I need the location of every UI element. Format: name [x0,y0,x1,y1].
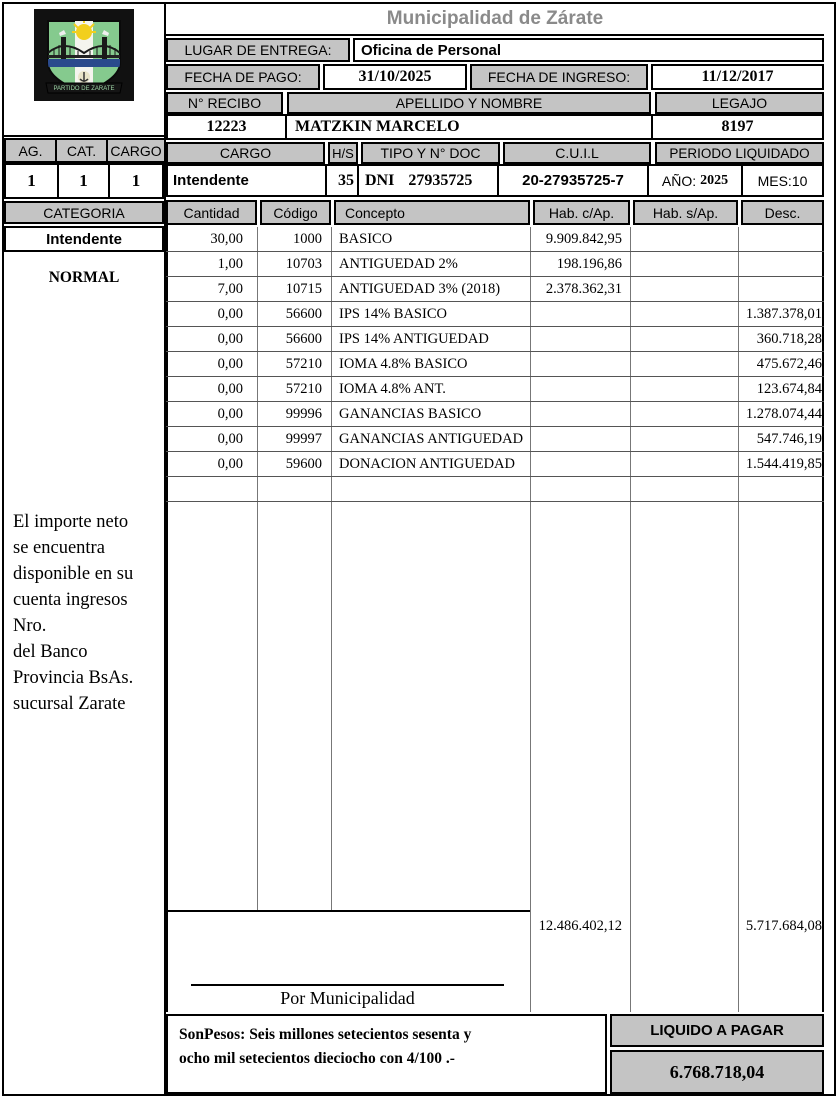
concept-row [166,227,824,252]
signature-line [191,984,504,986]
totals-row [166,918,824,940]
concept-cell: ANTIGUEDAD 3% (2018) [339,280,501,297]
taxable-cell: 9.909.842,95 [545,230,622,247]
concept-row [166,277,824,302]
code-header: Código [260,200,331,225]
entry-date-value: 11/12/2017 [651,64,824,90]
concept-row [166,477,824,502]
deduction-cell: 1.278.074,44 [745,405,822,422]
quantity-cell: 0,00 [217,405,243,422]
deductions-header: Desc. [741,200,824,225]
receipt-header-row [166,92,824,114]
code-cell: 59600 [285,455,322,472]
delivery-label: LUGAR DE ENTREGA: [166,38,350,62]
amount-words-line1: SonPesos: Seis millones setecientos sesenta y [179,1026,472,1043]
quantity-cell: 1,00 [217,255,243,272]
concept-row [166,352,824,377]
zarate-coat-of-arms-icon [34,9,134,101]
receipt-number-header: N° RECIBO [166,92,283,114]
deduction-cell: 360.718,28 [756,330,822,347]
quantity-cell: 0,00 [217,355,243,372]
liquidation-type: NORMAL [48,269,120,286]
pay-date-label: FECHA DE PAGO: [166,64,320,90]
position-header: CARGO [166,142,325,164]
concept-row [166,377,824,402]
code-cell: 10715 [285,280,322,297]
quantity-cell: 0,00 [217,455,243,472]
ag-cat-cargo-header-row [4,138,166,163]
concept-row [166,302,824,327]
hours-header: H/S [328,142,358,164]
categoria-detail-box [4,254,164,1098]
note-line: se encuentra [13,538,105,558]
position-values-row [166,164,824,197]
concept-cell: BASICO [339,230,393,247]
deduction-cell: 475.672,46 [756,355,822,372]
note-line: del Banco [13,642,88,662]
code-cell: 57210 [285,355,322,372]
concept-cell: IOMA 4.8% ANT. [339,380,446,397]
position-value: Intendente [173,172,249,189]
cargo-num-header: CARGO [106,138,166,163]
concept-row [166,402,824,427]
municipality-seal [34,9,134,101]
note-line: Nro. [13,616,47,636]
quantity-cell: 0,00 [217,380,243,397]
ag-value: 1 [27,171,36,190]
concept-cell: IOMA 4.8% BASICO [339,355,468,372]
delivery-row [166,38,824,62]
document-type: DNI [365,171,395,189]
taxable-cell: 198.196,86 [556,255,622,272]
deduction-cell: 547.746,19 [756,430,822,447]
deduction-cell: 1.544.419,85 [745,455,822,472]
cat-value: 1 [57,165,108,197]
doc-header: TIPO Y N° DOC [361,142,500,164]
cargo-num-value: 1 [108,165,162,197]
ag-header: AG. [4,138,57,163]
nontaxable-earnings-header: Hab. s/Ap. [633,200,738,225]
receipt-values-row [166,114,824,140]
amount-in-words-box [166,1014,607,1094]
dates-row [166,64,824,90]
name-header: APELLIDO Y NOMBRE [287,92,651,114]
net-pay-label: LIQUIDO A PAGAR [610,1014,824,1047]
delivery-value: Oficina de Personal [353,38,824,62]
code-cell: 99996 [285,405,322,422]
page-title: Municipalidad de Zárate [166,4,824,36]
concept-header: Concepto [334,200,530,225]
concept-row [166,427,824,452]
net-pay-value: 6.768.718,04 [610,1050,824,1094]
taxable-earnings-header: Hab. c/Ap. [533,200,630,225]
file-number-value: 8197 [651,116,822,138]
total-deductions: 5.717.684,08 [745,918,822,934]
logo-cell [4,4,164,137]
code-cell: 57210 [285,380,322,397]
concept-cell: ANTIGUEDAD 2% [339,255,458,272]
receipt-number-value: 12223 [206,118,247,135]
net-amount-note [13,509,133,717]
seal-banner-text: PARTIDO DE ZARATE [53,86,115,92]
quantity-cell: 30,00 [210,230,243,247]
note-line: El importe neto [13,512,129,532]
position-header-row [166,142,824,164]
cuil-header: C.U.I.L [503,142,651,164]
categoria-header: CATEGORIA [4,201,164,224]
note-line: cuenta ingresos [13,590,128,610]
concept-row [166,252,824,277]
ag-cat-cargo-values-row [4,163,164,199]
categoria-value: Intendente [4,226,164,252]
totals-spacer [166,918,530,940]
code-cell: 10703 [285,255,322,272]
note-line: sucursal Zarate [13,694,126,714]
concepts-rows [166,227,824,502]
concept-cell: DONACION ANTIGUEDAD [339,455,515,472]
amount-words-line2: ocho mil setecientos dieciocho con 4/100 .- [179,1050,455,1067]
concept-cell: IPS 14% ANTIGUEDAD [339,330,489,347]
quantity-header: Cantidad [166,200,257,225]
concept-cell: GANANCIAS BASICO [339,405,482,422]
employee-name-value: MATZKIN MARCELO [285,116,651,138]
note-line: disponible en su [13,564,134,584]
hours-value: 35 [325,166,357,195]
total-taxable: 12.486.402,12 [538,918,622,934]
concept-row [166,452,824,477]
code-cell: 56600 [285,305,322,322]
quantity-cell: 0,00 [217,330,243,347]
deduction-cell: 123.674,84 [756,380,822,397]
concept-row [166,327,824,352]
deduction-cell: 1.387.378,01 [745,305,822,322]
note-line: Provincia BsAs. [13,668,134,688]
entry-date-label: FECHA DE INGRESO: [470,64,648,90]
quantity-cell: 7,00 [217,280,243,297]
code-cell: 1000 [293,230,322,247]
taxable-cell: 2.378.362,31 [545,280,622,297]
total-nontaxable [630,918,738,940]
period-month-cell: MES:10 [741,166,822,195]
year-value: 2025 [700,172,729,188]
code-cell: 56600 [285,330,322,347]
cuil-value: 20-27935725-7 [497,166,647,195]
concepts-header-row [166,200,824,225]
cat-header: CAT. [55,138,108,163]
period-year-cell [647,166,741,195]
concept-cell: GANANCIAS ANTIGUEDAD [339,430,524,447]
code-cell: 99997 [285,430,322,447]
file-number-header: LEGAJO [655,92,824,114]
quantity-cell: 0,00 [217,305,243,322]
document-value [357,166,497,195]
signature-caption: Por Municipalidad [280,988,415,1008]
document-number: 27935725 [408,171,473,189]
period-header: PERIODO LIQUIDADO [655,142,824,164]
quantity-cell: 0,00 [217,430,243,447]
year-label: AÑO: [661,172,697,189]
totals-separator-line [166,910,530,912]
concept-cell: IPS 14% BASICO [339,305,447,322]
left-column [4,4,166,1094]
pay-date-value: 31/10/2025 [323,64,467,90]
